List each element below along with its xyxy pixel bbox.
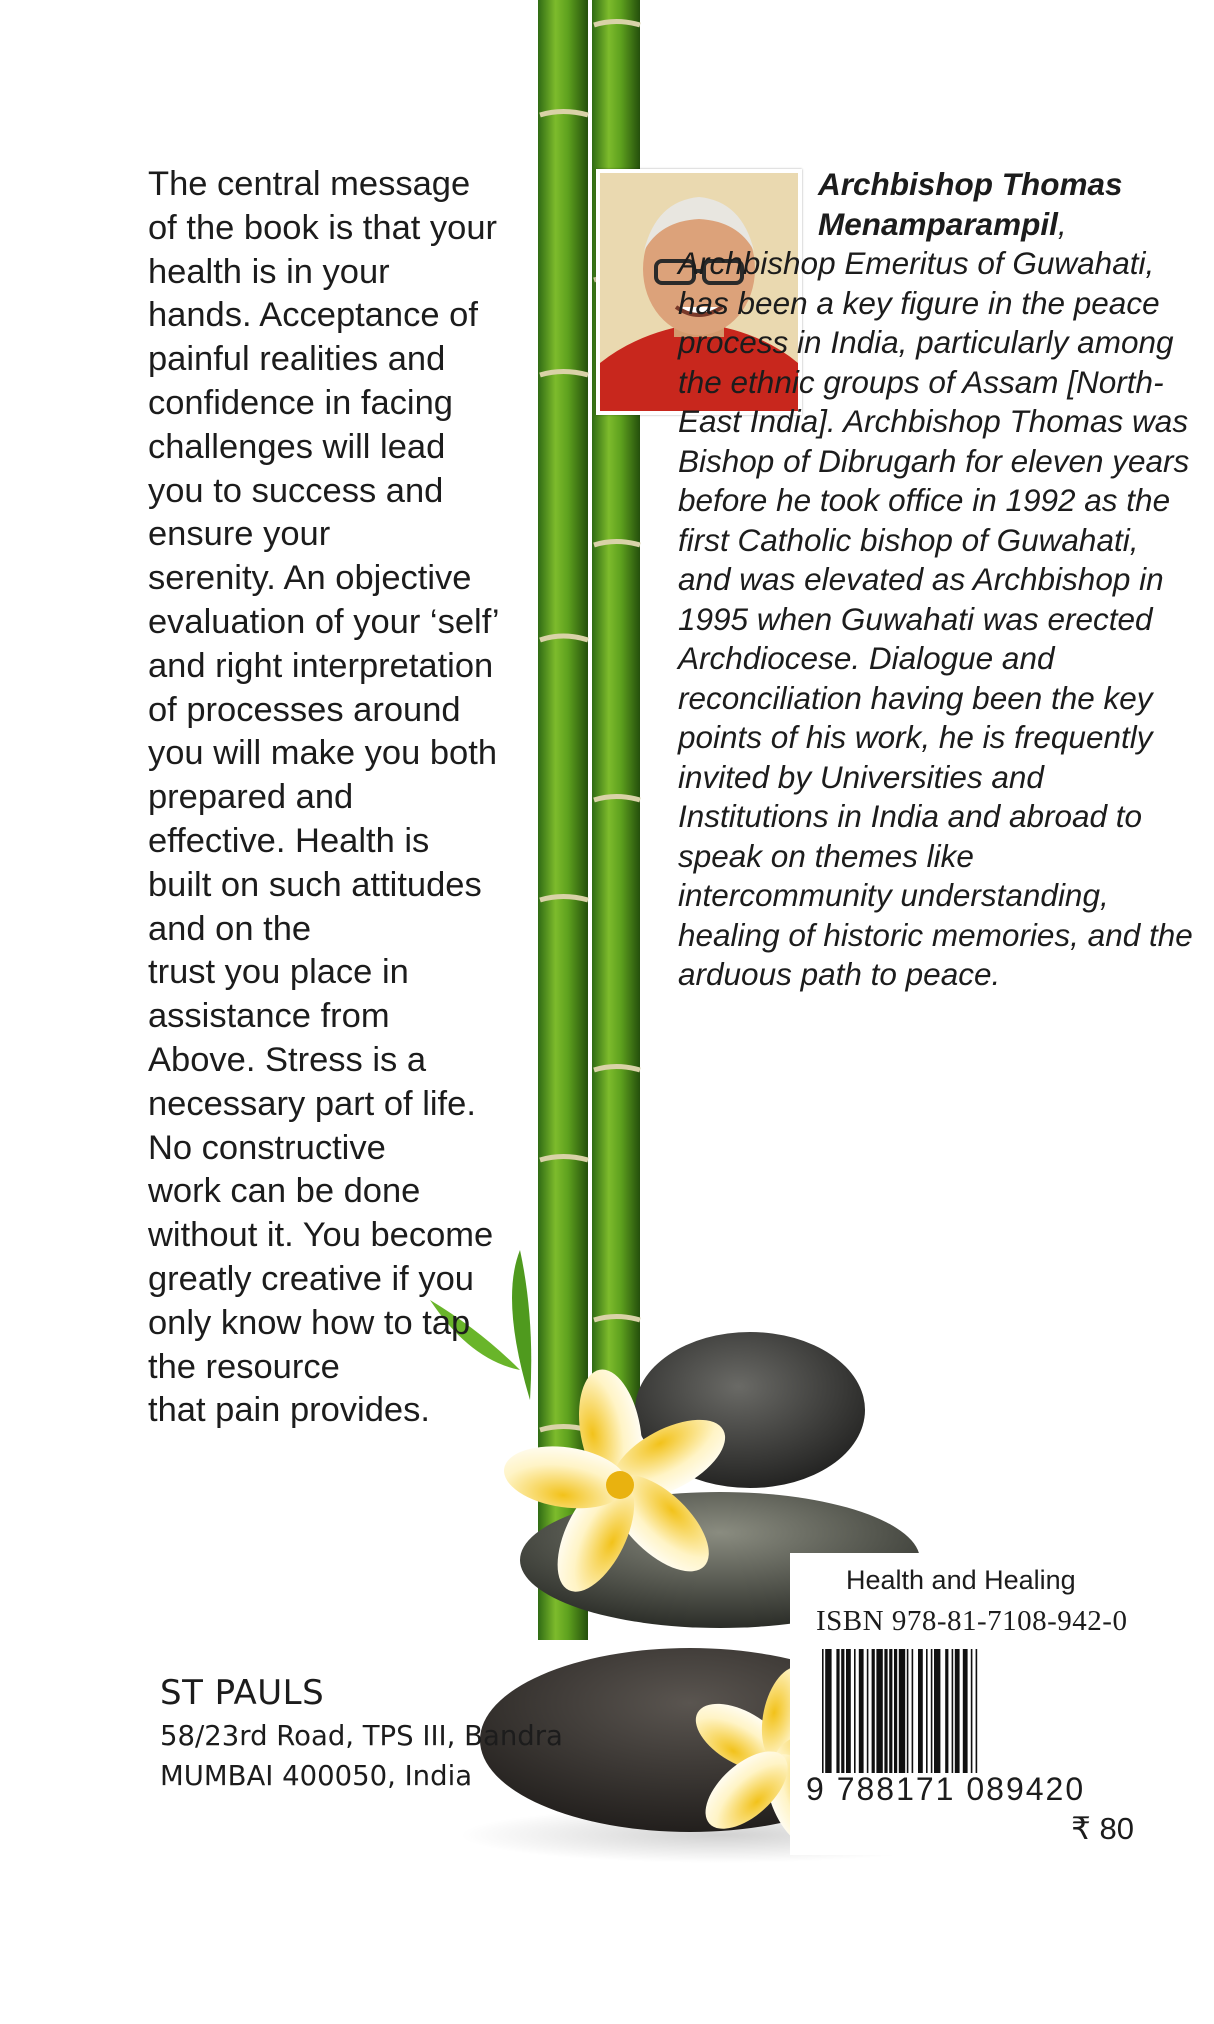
barcode-bar [846,1649,851,1773]
publisher-block [160,1670,600,1796]
barcode-bar [918,1649,923,1773]
barcode-bar [884,1649,887,1773]
author-name-suffix: , [1057,205,1067,242]
barcode-bar [841,1649,844,1773]
price-label: ₹ 80 [1071,1811,1134,1846]
publisher-name: ST PAULS [160,1673,325,1713]
barcode-bar [876,1649,882,1773]
author-bio [678,165,1193,995]
barcode-bar [952,1649,954,1773]
barcode-bar [872,1649,875,1773]
barcode-book-title: Health and Healing [846,1565,1076,1595]
isbn-text: ISBN 978-81-7108-942-0 [816,1605,1128,1637]
barcode-bar [822,1649,824,1773]
publisher-address-line1: 58/23rd Road, TPS III, Bandra [160,1720,563,1752]
barcode-bar [912,1649,914,1773]
barcode-bar [836,1649,839,1773]
barcode-bar [907,1649,909,1773]
barcode-bar [854,1649,856,1773]
barcode-bar [889,1649,892,1773]
barcode-digits: 9 788171 089420 [806,1771,1086,1807]
publisher-address-line2: MUMBAI 400050, India [160,1760,473,1792]
author-name-line2: Menamparampil [818,205,1058,242]
barcode-bar [894,1649,897,1773]
barcode-bar [955,1649,960,1773]
author-name [818,165,1193,244]
barcode-bar [931,1649,933,1773]
barcode-bar [825,1649,831,1773]
barcode-bar [971,1649,973,1773]
barcode-bar [945,1649,948,1773]
book-summary-text: The central message of the book is that your health is in your hands. Acceptance of painful realities and confidence in facing challenges will lead you to success and ensure your serenity. An objective evaluation of your ‘self’ and right interpretation of processes around you will make you both prepared and effective. Health is built on such attitudes and on the trust you place in assistance from Above. Stress is a necessary part of life. No constructive work can be done without it. You become greatly creative if you only know how to tap the resource that pain provides. [148,165,500,1430]
barcode-image [820,1649,1130,1773]
barcode-bar [963,1649,968,1773]
barcode-bar [859,1649,864,1773]
author-name-line1: Archbishop Thomas [818,166,1123,202]
barcode-bar [976,1649,978,1773]
barcode-bar [934,1649,940,1773]
barcode-bar [899,1649,905,1773]
author-bio-text: Archbishop Emeritus of Guwahati, has been a key figure in the peace process in India, particularly among the ethnic groups of Assam [North-East India]. Archbishop Thomas was Bishop of Dibrugarh for eleven years before he took office in 1992 as the first Catholic bishop of Guwahati, and was elevated as Archbishop in 1995 when Guwahati was erected Archdiocese. Dialogue and reconciliation having been the key points of his work, he is frequently invited by Universities and Institutions in India and abroad to speak on themes like intercommunity understanding, healing of historic memories, and the arduous path to peace. [678,245,1193,992]
barcode-bar [867,1649,869,1773]
barcode-panel [790,1553,1154,1855]
barcode-bar [926,1649,928,1773]
